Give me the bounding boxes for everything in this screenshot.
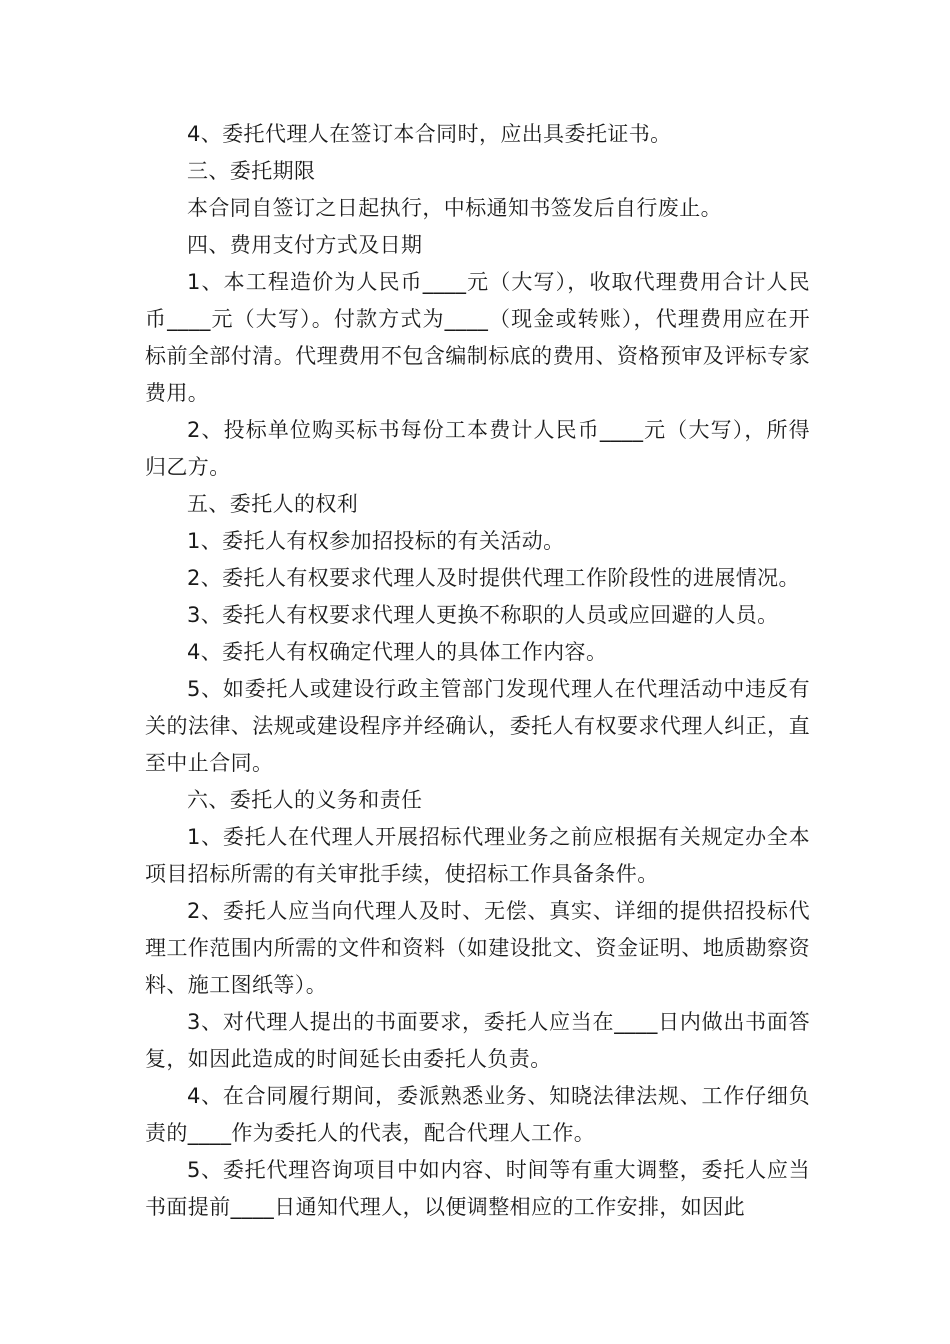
paragraph-agent-certificate: 4、委托代理人在签订本合同时，应出具委托证书。	[187, 122, 672, 146]
paragraph-project-cost: 1、本工程造价为人民币____元（大写），收取代理费用合计人民币____元（大写）。付款方式为____（现金或转账），代理费用应在开标前全部付清。代理费用不包含编制标底的费用、资格预审及评标专家费用。	[145, 270, 810, 405]
paragraph-right-progress: 2、委托人有权要求代理人及时提供代理工作阶段性的进展情况。	[187, 566, 800, 590]
paragraph-obligation-reply: 3、对代理人提出的书面要求，委托人应当在____日内做出书面答复，如因此造成的时间延长由委托人负责。	[145, 1010, 810, 1071]
paragraph-obligation-documents: 2、委托人应当向代理人及时、无偿、真实、详细的提供招投标代理工作范围内所需的文件和资料（如建设批文、资金证明、地质勘察资料、施工图纸等）。	[145, 899, 810, 997]
paragraph-bid-document-fee: 2、投标单位购买标书每份工本费计人民币____元（大写），所得归乙方。	[145, 418, 810, 479]
document-body	[145, 116, 810, 1226]
paragraph-obligation-adjustment: 5、委托代理咨询项目中如内容、时间等有重大调整，委托人应当书面提前____日通知代理人，以便调整相应的工作安排，如因此	[145, 1158, 810, 1219]
heading-client-rights: 五、委托人的权利	[187, 492, 359, 516]
paragraph-obligation-approvals: 1、委托人在代理人开展招标代理业务之前应根据有关规定办全本项目招标所需的有关审批手续，使招标工作具备条件。	[145, 825, 810, 886]
heading-entrustment-period: 三、委托期限	[187, 159, 316, 183]
heading-client-obligations: 六、委托人的义务和责任	[187, 788, 423, 812]
paragraph-right-participate: 1、委托人有权参加招投标的有关活动。	[187, 529, 565, 553]
paragraph-right-define-scope: 4、委托人有权确定代理人的具体工作内容。	[187, 640, 608, 664]
paragraph-contract-effective: 本合同自签订之日起执行，中标通知书签发后自行废止。	[187, 196, 722, 220]
paragraph-right-replace-staff: 3、委托人有权要求代理人更换不称职的人员或应回避的人员。	[187, 603, 779, 627]
paragraph-obligation-representative: 4、在合同履行期间，委派熟悉业务、知晓法律法规、工作仔细负责的____作为委托人的代表，配合代理人工作。	[145, 1084, 810, 1145]
heading-payment-method: 四、费用支付方式及日期	[187, 233, 423, 257]
paragraph-right-correction: 5、如委托人或建设行政主管部门发现代理人在代理活动中违反有关的法律、法规或建设程序并经确认，委托人有权要求代理人纠正，直至中止合同。	[145, 677, 810, 775]
